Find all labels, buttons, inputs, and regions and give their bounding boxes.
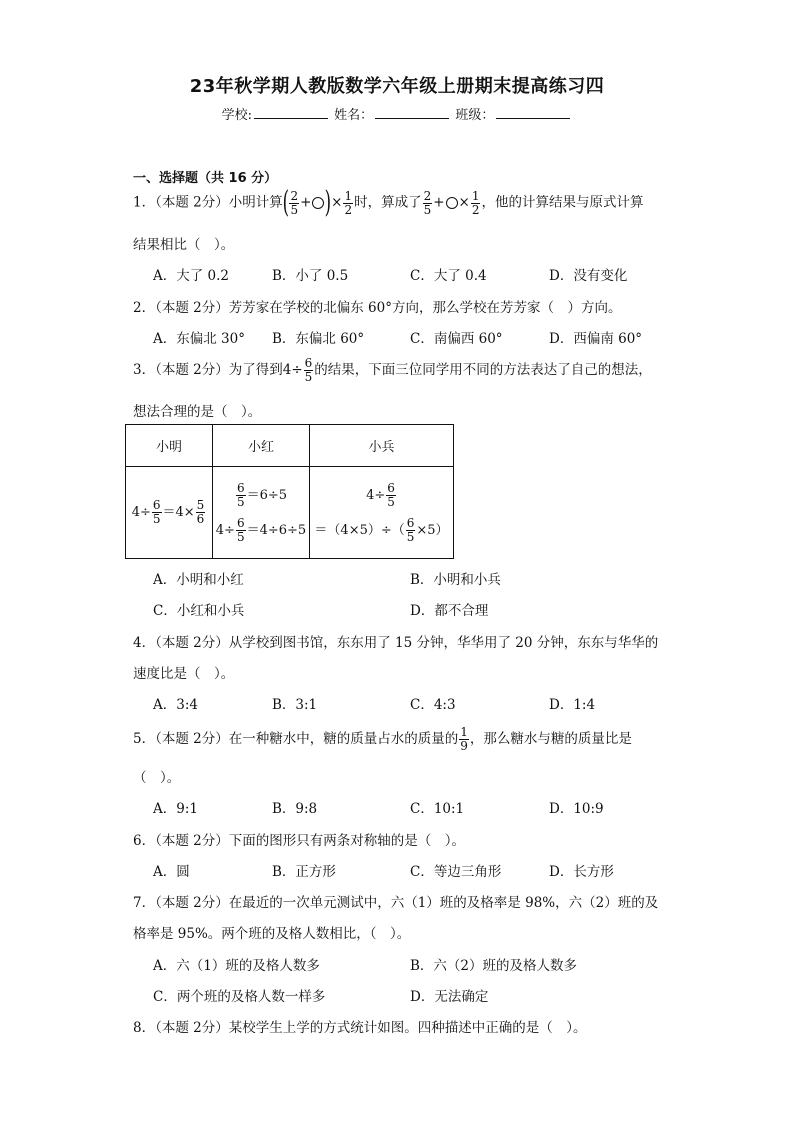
- question-8: 8．（本题 2分）某校学生上学的方式统计如图。四种描述中正确的是（ ）。: [133, 1020, 587, 1036]
- question-3: [133, 357, 652, 384]
- q3-option-c[interactable]: C．小红和小兵: [153, 603, 245, 619]
- circle-icon: [446, 197, 458, 209]
- table-header-xiaoming: 小明: [126, 425, 213, 467]
- q5-option-d[interactable]: D．10:9: [549, 801, 604, 817]
- q6-option-c[interactable]: C．等边三角形: [410, 864, 502, 880]
- name-blank: [375, 106, 449, 119]
- q7-option-d[interactable]: D．无法确定: [410, 989, 489, 1005]
- q3-option-b[interactable]: B．小明和小兵: [410, 572, 501, 588]
- xiaohong-method: $\frac{6}{5}$ ＝6÷5 4÷ $\frac{6}{5}$ ＝4÷6÷5: [213, 467, 310, 559]
- plus-sign: +: [433, 194, 445, 211]
- methods-table: [125, 424, 454, 559]
- q2-option-c[interactable]: C．南偏西 60°: [410, 331, 503, 347]
- q2-option-d[interactable]: D．西偏南 60°: [549, 331, 643, 347]
- school-blank: [254, 106, 328, 119]
- plus-sign: +: [300, 194, 312, 211]
- q1-option-d[interactable]: D．没有变化: [549, 268, 628, 284]
- q5-text-pre: 5．（本题 2分）在一种糖水中，糖的质量占水的质量的: [133, 731, 459, 747]
- q4-option-b[interactable]: B．3:1: [272, 697, 318, 713]
- q6-option-a[interactable]: A．圆: [153, 864, 190, 880]
- question-1: [133, 185, 644, 220]
- fraction: $\frac{1}{2}$: [471, 188, 480, 217]
- q7-line-2: 格率是 95%。两个班的及格人数相比，（ ）。: [133, 926, 411, 942]
- fraction: $\frac{2}{5}$: [423, 188, 432, 217]
- q3-option-a[interactable]: A．小明和小红: [153, 572, 244, 588]
- times-sign: ×: [458, 194, 470, 211]
- q1-text-mid: 时，算成了: [354, 194, 422, 211]
- q5-line-2: （ ）。: [133, 770, 181, 786]
- q4-line-2: 速度比是（ ）。: [133, 666, 235, 682]
- q3-text-pre: 3．（本题 2分）为了得到: [133, 362, 283, 378]
- q1-option-b[interactable]: B．小了 0.5: [272, 268, 349, 284]
- q6-option-d[interactable]: D．长方形: [549, 864, 614, 880]
- question-4: 4．（本题 2分）从学校到图书馆，东东用了 15 分钟，华华用了 20 分钟，东东与华华的: [133, 635, 659, 651]
- question-6: 6．（本题 2分）下面的图形只有两条对称轴的是（ ）。: [133, 833, 465, 849]
- q3-line-2: 想法合理的是（ ）。: [133, 404, 262, 420]
- q2-option-a[interactable]: A．东偏北 30°: [153, 331, 245, 347]
- section-heading: 一、选择题（共 16 分）: [133, 171, 278, 186]
- q7-option-b[interactable]: B．六（2）班的及格人数多: [410, 958, 578, 974]
- q1-line-2: 结果相比（ ）。: [133, 237, 235, 253]
- q1-text-post: ，他的计算结果与原式计算: [481, 194, 644, 211]
- q4-option-a[interactable]: A．3:4: [153, 697, 198, 713]
- q5-option-c[interactable]: C．10:1: [410, 801, 465, 817]
- fraction: $\frac{1}{9}$: [460, 725, 468, 753]
- q4-option-c[interactable]: C．4:3: [410, 697, 456, 713]
- student-info: [0, 104, 794, 123]
- times-sign: ×: [331, 194, 343, 211]
- name-label: 姓名：: [334, 108, 374, 123]
- table-header-xiaohong: 小红: [213, 425, 310, 467]
- fraction: $\frac{2}{5}$: [290, 188, 299, 217]
- right-paren-icon: ): [325, 185, 332, 220]
- xiaobing-method: 4÷ $\frac{6}{5}$ ＝（4×5）÷（ $\frac{6}{5}$ ×5）: [310, 467, 454, 559]
- table-header-xiaobing: 小兵: [310, 425, 454, 467]
- question-2: 2．（本题 2分）芳芳家在学校的北偏东 60°方向，那么学校在芳芳家（ ）方向。: [133, 300, 622, 316]
- q5-option-a[interactable]: A．9:1: [153, 801, 198, 817]
- class-blank: [496, 106, 570, 119]
- q4-option-d[interactable]: D．1:4: [549, 697, 596, 713]
- q1-option-c[interactable]: C．大了 0.4: [410, 268, 487, 284]
- q2-option-b[interactable]: B．东偏北 60°: [272, 331, 365, 347]
- q6-option-b[interactable]: B．正方形: [272, 864, 336, 880]
- q3-text-post: 的结果，下面三位同学用不同的方法表达了自己的想法，: [314, 362, 652, 378]
- q1-option-a[interactable]: A．大了 0.2: [153, 268, 230, 284]
- question-7: 7．（本题 2分）在最近的一次单元测试中，六（1）班的及格率是 98%，六（2）班的及: [133, 895, 659, 911]
- left-paren-icon: (: [282, 185, 289, 220]
- page-title: 23年秋学期人教版数学六年级上册期末提高练习四: [189, 76, 605, 97]
- xiaoming-method: 4÷ $\frac{6}{5}$ ＝4× $\frac{5}{6}$: [126, 467, 213, 559]
- q7-option-c[interactable]: C．两个班的及格人数一样多: [153, 989, 326, 1005]
- class-label: 班级：: [455, 108, 495, 123]
- expr-lead: 4÷: [282, 362, 303, 378]
- school-label: 学校:: [221, 108, 253, 123]
- q3-option-d[interactable]: D．都不合理: [410, 603, 489, 619]
- circle-icon: [312, 197, 324, 209]
- q5-option-b[interactable]: B．9:8: [272, 801, 318, 817]
- q1-text-pre: 1．（本题 2分）小明计算: [133, 194, 283, 211]
- q5-text-post: ，那么糖水与糖的质量比是: [469, 731, 632, 747]
- fraction: $\frac{6}{5}$: [304, 356, 313, 384]
- question-5: [133, 726, 632, 753]
- fraction: $\frac{1}{2}$: [344, 188, 353, 217]
- q7-option-a[interactable]: A．六（1）班的及格人数多: [153, 958, 320, 974]
